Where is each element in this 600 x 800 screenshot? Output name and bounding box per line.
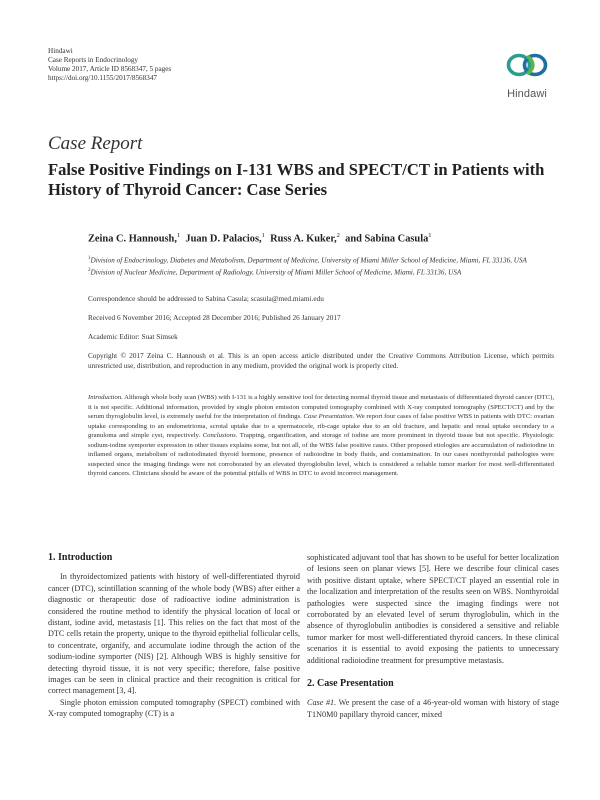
author-name[interactable]: and Sabina Casula xyxy=(345,233,429,245)
section-heading-case-presentation: 2. Case Presentation xyxy=(307,678,394,690)
header-metadata xyxy=(48,47,171,83)
author-affil-marker: 1 xyxy=(176,232,181,239)
body-right-column xyxy=(307,552,559,720)
body-paragraph xyxy=(307,697,559,720)
author-list xyxy=(88,232,432,244)
article-title: False Positive Findings on I-131 WBS and SPECT/CT in Patients with History of Thyroid Cancer: Case Series xyxy=(48,160,545,199)
affiliation-marker: 1 xyxy=(88,256,91,261)
author-affil-marker: 1 xyxy=(428,232,432,239)
journal-name: Case Reports in Endocrinology xyxy=(48,56,139,65)
affiliation-text: Division of Endocrinology, Diabetes and Metabolism, Department of Medicine, University of Miami Miller School of Medicine, Miami, FL 33136, USA xyxy=(90,256,527,265)
doi-link[interactable]: https://doi.org/10.1155/2017/8568347 xyxy=(48,74,158,83)
abstract xyxy=(88,393,554,479)
affiliation-item xyxy=(88,254,558,266)
case-text: We present the case of a 46-year-old woman with history of stage T1N0M0 papillary thyroid cancer, mixed xyxy=(307,698,560,719)
volume-info: Volume 2017, Article ID 8568347, 5 pages xyxy=(48,65,172,74)
academic-editor: Academic Editor: Suat Simsek xyxy=(88,332,178,341)
author-name[interactable]: Russ A. Kuker, xyxy=(270,233,337,245)
affiliation-marker: 2 xyxy=(88,268,91,274)
section-heading-introduction: 1. Introduction xyxy=(48,552,113,563)
hindawi-logo xyxy=(502,46,552,100)
affiliations xyxy=(88,254,558,278)
body-paragraph: In thyroidectomized patients with history of well-differentiated thyroid cancer (DTC), scintillation scanning of the whole body (WBS) after either a diagnostic or therapeutic dose of radioactive iodine administration is considered the routine method to identify the physical location of local or distant, iodine avid, metastasis [1]. This relies on the fact that most of the DTC cells retain the property, unique to the thyroid epithelial follicular cells, to concentrate, organify, and accumulate iodine through the action of the sodium-iodine symporter (NIS) [2]. Although WBS is highly sensitive for detecting thyroid tissue, it is not very specific; therefore, false positive images can be seen in clinical practice and their recognition is critical for correct management [3, 4]. xyxy=(48,572,300,696)
body-paragraph: Single photon emission computed tomography (SPECT) combined with X-ray computed tomography (CT) is a xyxy=(48,697,300,719)
correspondence-line: Correspondence should be addressed to Sabina Casula; scasula@med.miami.edu xyxy=(88,294,324,303)
publisher-name: Hindawi xyxy=(48,47,73,55)
body-paragraph: sophisticated adjuvant tool that has shown to be useful for better localization of lesions seen on planar views [5]. Here we describe four clinical cases with positive distant uptake, where SPECT/CT played an essential role in the localization and interpretation of the results seen on WBS. Nonthyroidal pathologies were suspected since the imaging findings were not corroborated by an elevated level of serum thyroglobulin, which in the absence of thyroglobulin antibodies is considered a sensitive and reliable tumor marker for most well-differentiated thyroid cancers. In these clinical scenarios it is essential to avoid exposing the patients to unnecessary additional radioiodine treatment for presumptive metastasis. xyxy=(307,553,559,665)
affiliation-item xyxy=(88,266,558,278)
body-left-column xyxy=(48,552,300,720)
author-affil-marker: 2 xyxy=(336,232,340,239)
abstract-intro-label: Introduction. xyxy=(88,394,123,401)
abstract-conclusions-label: Conclusions. xyxy=(202,432,238,440)
author-name[interactable]: Juan D. Palacios, xyxy=(185,233,262,245)
abstract-case-text: We report four cases of false positive WBS in patients with DTC: ovarian uptake corresponding to an endometrioma, scrotal uptake due to a spermatocele, rib-cage uptake due to an old fracture, and hepatic and renal uptake secondary to a granuloma and simple cyst, respectively. xyxy=(88,413,554,440)
hindawi-logo-text: Hindawi xyxy=(507,88,547,100)
hindawi-logo-icon xyxy=(502,46,552,82)
affiliation-text: Division of Nuclear Medicine, Department of Radiology, University of Miami Miller School of Medicine, Miami, FL 33136, USA xyxy=(90,268,462,277)
abstract-conclusions-text: Trapping, organification, and storage of iodine are more prominent in thyroid tissue but not specific. Physiologic sodium-iodine symporter expression in other tissues explains some, but not all, of the WBS false positive cases. Other proposed etiologies are accumulation of radioiodine in inflamed organs, metabolism of radioiodinated thyroid hormone, presence of radioiodine in body fluids, and contamination. In our cases nonthyroidal pathologies were suspected since the imaging findings were not corroborated by an elevated thyroglobulin level, which is considered a reliable tumor marker for most well-differentiated thyroid cancers. Clinicians should be aware of the potential pitfalls of WBS in DTC to avoid incorrect management. xyxy=(88,432,554,478)
copyright-notice: Copyright © 2017 Zeina C. Hannoush et al. This is an open access article distributed under the Creative Commons Attribution License, which permits unrestricted use, distribution, and reproduction in any medium, provided the original work is properly cited. xyxy=(88,352,554,371)
dates-line: Received 6 November 2016; Accepted 28 December 2016; Published 26 January 2017 xyxy=(88,313,341,322)
article-type: Case Report xyxy=(48,133,143,154)
case-label: Case #1. xyxy=(307,698,337,708)
abstract-case-label: Case Presentation. xyxy=(303,413,355,421)
author-name[interactable]: Zeina C. Hannoush, xyxy=(88,233,177,245)
abstract-intro-text: Although whole body scan (WBS) with I-131 is a highly sensitive tool for detecting normal thyroid tissue and metastasis of differentiated thyroid cancer (DTC), it is not specific. Additional information, provided by single photon emission computed tomography combined with X-ray computed tomography (SPECT/CT) and by the serum thyroglobulin level, is extremely useful for the interpretation of findings. xyxy=(88,394,554,421)
author-affil-marker: 1 xyxy=(261,232,265,239)
